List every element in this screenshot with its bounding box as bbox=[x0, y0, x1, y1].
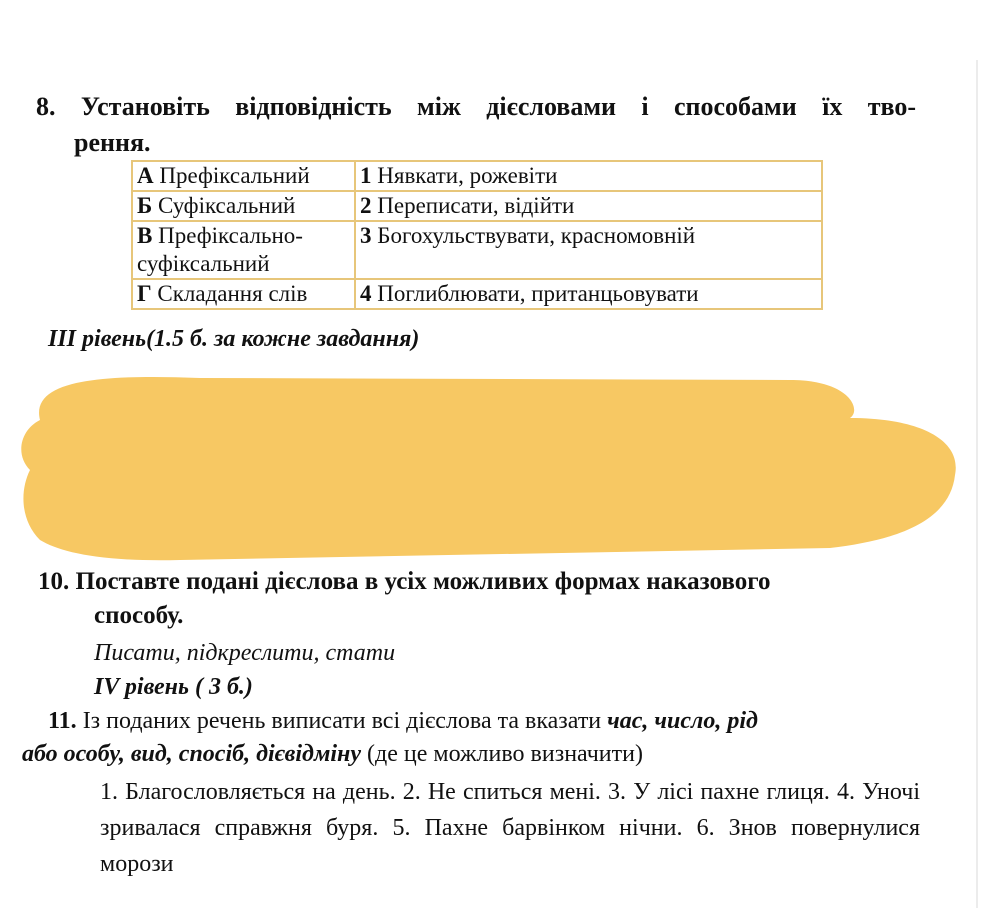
task-8-line-2: рення. bbox=[74, 128, 151, 157]
method-text: Складання слів bbox=[151, 281, 308, 306]
method-letter: А bbox=[137, 163, 154, 188]
method-letter: В bbox=[137, 223, 153, 248]
verbs-number: 2 bbox=[360, 193, 372, 218]
task-11-line-1 bbox=[48, 708, 758, 735]
method-letter: Б bbox=[137, 193, 153, 218]
task-8-word: їх bbox=[822, 92, 843, 121]
verbs-text: Богохульствувати, красномовній bbox=[371, 223, 696, 248]
task-10-heading-cont: способу. bbox=[94, 602, 184, 629]
task-8-word: способами bbox=[673, 92, 797, 121]
method-text: Префіксальний bbox=[153, 163, 310, 188]
task-11-text-2: (де це можливо визначити) bbox=[361, 741, 643, 767]
redaction-shape bbox=[21, 377, 955, 560]
verbs-text: Переписати, відійти bbox=[371, 193, 575, 218]
verbs-number: 4 bbox=[360, 281, 372, 306]
level-4-heading: ІV рівень ( 3 б.) bbox=[94, 674, 253, 700]
task-8-word: тво- bbox=[867, 92, 916, 121]
verbs-number: 3 bbox=[360, 223, 372, 248]
task-11-line-2 bbox=[22, 741, 643, 768]
task-10-heading: 10. Поставте подані дієслова в усіх можливих формах наказового bbox=[38, 568, 771, 595]
task-10-words: Писати, підкреслити, стати bbox=[94, 640, 396, 666]
method-text: Префіксально-суфіксальний bbox=[137, 223, 303, 276]
verbs-text: Поглиблювати, пританцьовувати bbox=[371, 281, 699, 306]
task-8-word: відповідність bbox=[235, 92, 392, 121]
method-letter: Г bbox=[137, 281, 152, 306]
verbs-number: 1 bbox=[360, 163, 372, 188]
task-8-word: 8. bbox=[36, 92, 56, 121]
task-8-word: дієсловами bbox=[486, 92, 617, 121]
task-11-bold-2: або особу, вид, спосіб, дієвідміну bbox=[22, 741, 362, 767]
task-11-number: 11. bbox=[48, 708, 77, 734]
task-8-word: Установіть bbox=[80, 92, 210, 121]
task-11-sentences: 1. Благословляється на день. 2. Не спиться мені. 3. У лісі пахне глиця. 4. Уночі зривалася справжня буря. 5. Пахне барвінком нічни. 6. Знов повернулися морози bbox=[100, 779, 920, 877]
task-11-bold-1: час, число, рід bbox=[607, 708, 758, 734]
verbs-text: Нявкати, рожевіти bbox=[371, 163, 558, 188]
level-3-heading: ІІІ рівень(1.5 б. за кожне завдання) bbox=[48, 326, 420, 352]
task-8-word: і bbox=[641, 92, 649, 121]
method-text: Суфіксальний bbox=[152, 193, 296, 218]
task-8-word: між bbox=[417, 92, 461, 121]
task-11-text-1: Із поданих речень виписати всі дієслова та вказати bbox=[76, 708, 608, 734]
